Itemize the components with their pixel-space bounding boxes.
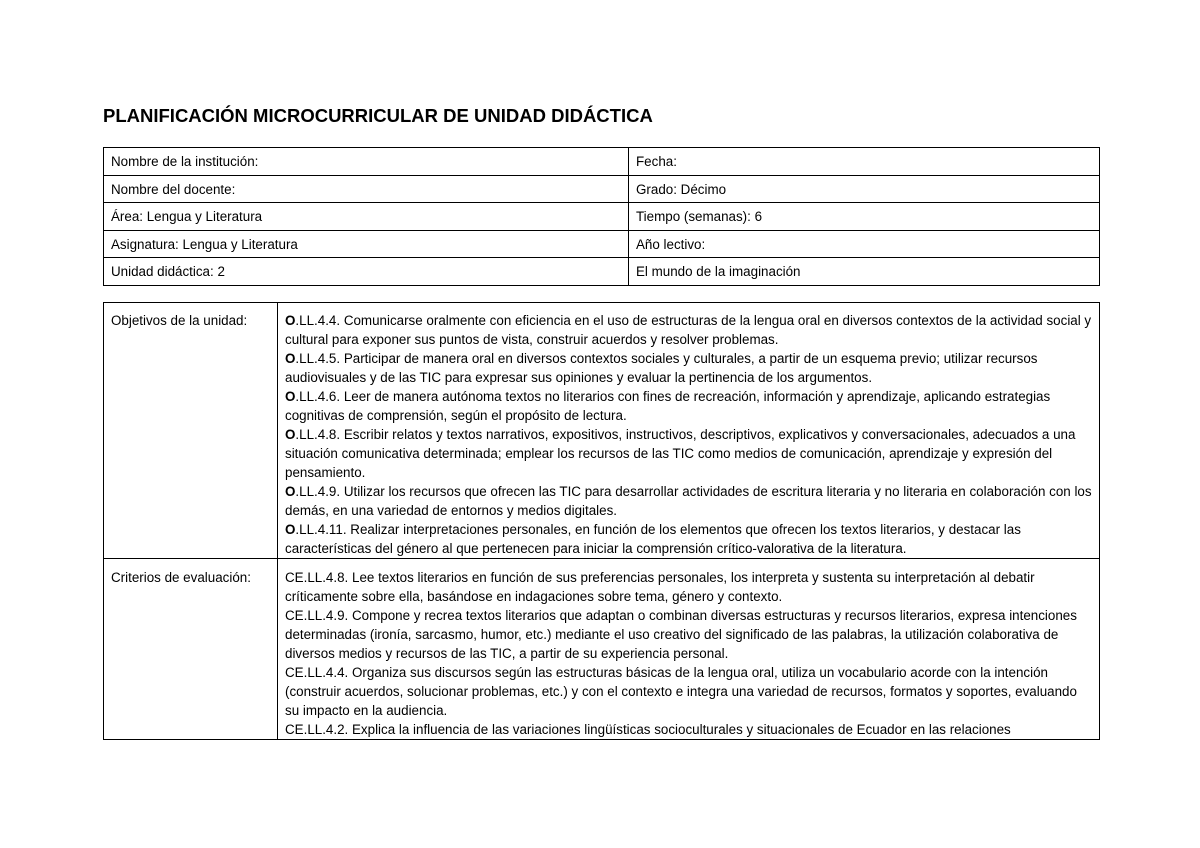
info-cell-institucion: Nombre de la institución: (104, 148, 629, 176)
criterio-item: CE.LL.4.8. Lee textos literarios en función de sus preferencias personales, los interpreta y sustenta su interpretación al debatir críticamente sobre ella, basándose en indagaciones sobre tema, género y contexto. (285, 570, 1035, 604)
table-row-objetivos (104, 303, 1100, 559)
objetivo-item: O.LL.4.11. Realizar interpretaciones personales, en función de los elementos que ofrecen los textos literarios, y destacar las características del género al que pertenecen para iniciar la comprensión crítico-valorativa de la literatura. (285, 522, 1021, 556)
objetivo-item: O.LL.4.9. Utilizar los recursos que ofrecen las TIC para desarrollar actividades de escritura literaria y no literaria en colaboración con los demás, en una variedad de entornos y medios digitales. (285, 484, 1092, 518)
info-cell-area: Área: Lengua y Literatura (104, 203, 629, 231)
objetivo-item: O.LL.4.5. Participar de manera oral en diversos contextos sociales y culturales, a partir de un esquema previo; utilizar recursos audiovisuales y de las TIC para expresar sus opiniones y evaluar la pertinencia de los argumentos. (285, 351, 1038, 385)
info-cell-asignatura: Asignatura: Lengua y Literatura (104, 230, 629, 258)
criterio-item: CE.LL.4.2. Explica la influencia de las variaciones lingüísticas socioculturales y situacionales de Ecuador en las relaciones (285, 722, 1011, 737)
objetivo-item: O.LL.4.6. Leer de manera autónoma textos no literarios con fines de recreación, información y aprendizaje, aplicando estrategias cognitivas de comprensión, según el propósito de lectura. (285, 389, 1051, 423)
objetivos-content (278, 303, 1100, 559)
criterios-label: Criterios de evaluación: (104, 559, 278, 740)
page-title: PLANIFICACIÓN MICROCURRICULAR DE UNIDAD DIDÁCTICA (103, 105, 653, 126)
table-row (104, 230, 1100, 258)
info-cell-titulo-unidad: El mundo de la imaginación (629, 258, 1100, 286)
info-cell-ano-lectivo: Año lectivo: (629, 230, 1100, 258)
info-cell-docente: Nombre del docente: (104, 175, 629, 203)
objetivos-label: Objetivos de la unidad: (104, 303, 278, 559)
table-row-criterios (104, 559, 1100, 740)
objetivo-item: O.LL.4.8. Escribir relatos y textos narrativos, expositivos, instructivos, descriptivos, explicativos y conversacionales, adecuados a una situación comunicativa determinada; emplear los recursos de las TIC como medios de comunicación, aprendizaje y expresión del pensamiento. (285, 427, 1076, 480)
table-row (104, 175, 1100, 203)
info-cell-fecha: Fecha: (629, 148, 1100, 176)
planning-table (103, 302, 1100, 740)
info-cell-tiempo: Tiempo (semanas): 6 (629, 203, 1100, 231)
info-cell-grado: Grado: Décimo (629, 175, 1100, 203)
table-row (104, 203, 1100, 231)
objetivo-item: O.LL.4.4. Comunicarse oralmente con eficiencia en el uso de estructuras de la lengua oral en diversos contextos de la actividad social y cultural para exponer sus puntos de vista, construir acuerdos y resolver problemas. (285, 313, 1092, 347)
info-cell-unidad: Unidad didáctica: 2 (104, 258, 629, 286)
criterios-content (278, 559, 1100, 740)
table-row (104, 148, 1100, 176)
criterio-item: CE.LL.4.9. Compone y recrea textos literarios que adaptan o combinan diversas estructuras y recursos literarios, expresa intenciones determinadas (ironía, sarcasmo, humor, etc.) mediante el uso creativo del significado de las palabras, la utilización colaborativa de diversos medios y recursos de las TIC, a partir de su experiencia personal. (285, 608, 1077, 661)
table-row (104, 258, 1100, 286)
info-table (103, 147, 1100, 286)
criterio-item: CE.LL.4.4. Organiza sus discursos según las estructuras básicas de la lengua oral, utiliza un vocabulario acorde con la intención (construir acuerdos, solucionar problemas, etc.) y con el contexto e integra una variedad de recursos, formatos y soportes, evaluando su impacto en la audiencia. (285, 665, 1077, 718)
